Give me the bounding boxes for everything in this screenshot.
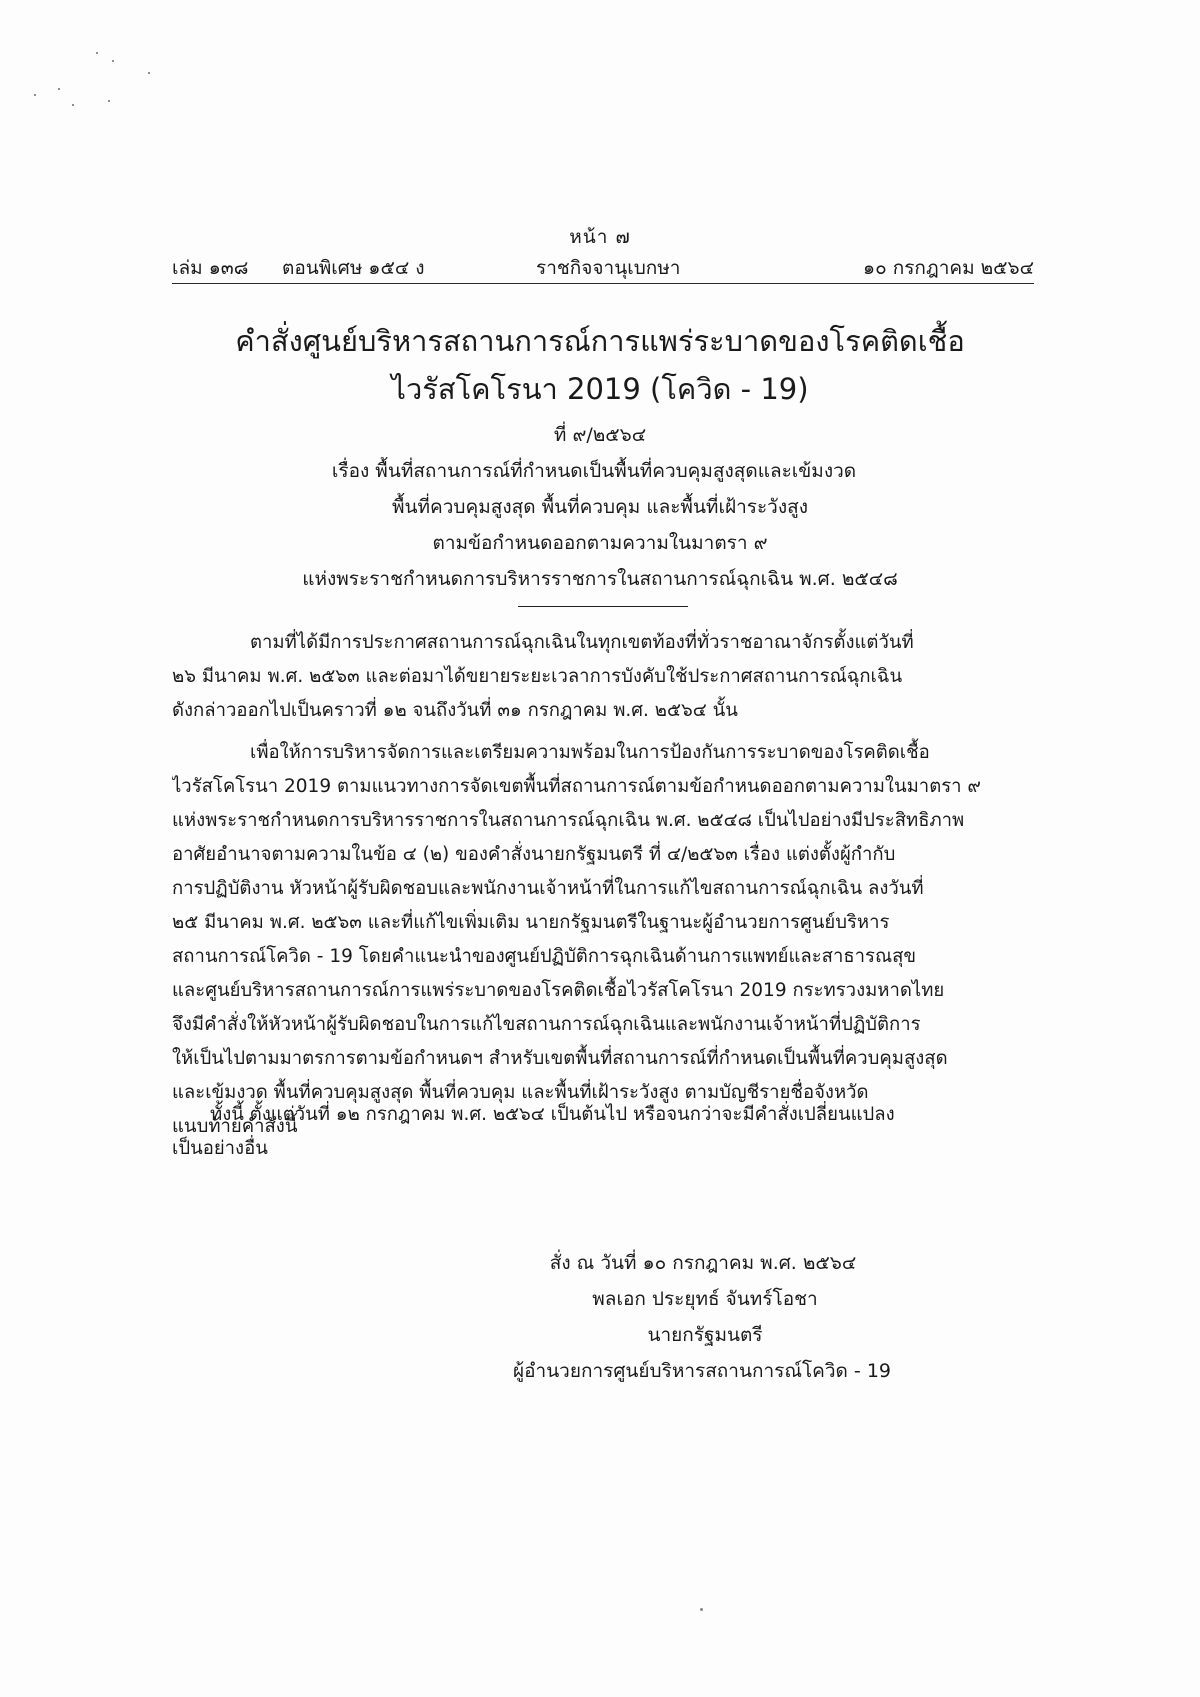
scan-speck	[34, 94, 36, 96]
paragraph-line: จึงมีคำสั่งให้หัวหน้าผู้รับผิดชอบในการแก้ไขสถานการณ์ฉุกเฉินและพนักงานเจ้าหน้าที่ปฏิบัติการ	[172, 1014, 921, 1035]
paragraph-line: การปฏิบัติงาน หัวหน้าผู้รับผิดชอบและพนักงานเจ้าหน้าที่ในการแก้ไขสถานการณ์ฉุกเฉิน ลงวันที่	[172, 878, 924, 899]
title-separator	[518, 606, 688, 607]
paragraph-line: ทั้งนี้ ตั้งแต่วันที่ ๑๒ กรกฎาคม พ.ศ. ๒๕๖๔ เป็นต้นไป หรือจนกว่าจะมีคำสั่งเปลี่ยนแปลง	[210, 1104, 895, 1125]
paragraph-line: ให้เป็นไปตามมาตรการตามข้อกำหนดฯ สำหรับเขตพื้นที่สถานการณ์ที่กำหนดเป็นพื้นที่ควบคุมสูงสุด	[172, 1048, 948, 1069]
paragraph-line: ๒๕ มีนาคม พ.ศ. ๒๕๖๓ และที่แก้ไขเพิ่มเติม นายกรัฐมนตรีในฐานะผู้อำนวยการศูนย์บริหาร	[172, 912, 890, 933]
paragraph-line: สถานการณ์โควิด - 19 โดยคำแนะนำของศูนย์ปฏิบัติการฉุกเฉินด้านการแพทย์และสาธารณสุข	[172, 946, 917, 967]
scan-speck	[112, 60, 114, 62]
paragraph-2	[172, 736, 1034, 1144]
subject-line: แห่งพระราชกำหนดการบริหารราชการในสถานการณ์ฉุกเฉิน พ.ศ. ๒๕๔๘	[302, 568, 898, 590]
signatory-name: พลเอก ประยุทธ์ จันทร์โอชา	[592, 1288, 818, 1310]
subject-line: เรื่อง พื้นที่สถานการณ์ที่กำหนดเป็นพื้นที่ควบคุมสูงสุดและเข้มงวด	[331, 460, 857, 482]
scan-speck	[148, 72, 150, 74]
paragraph-line: เพื่อให้การบริหารจัดการและเตรียมความพร้อมในการป้องกันการระบาดของโรคติดเชื้อ	[250, 742, 930, 763]
gazette-name: ราชกิจจานุเบกษา	[536, 257, 681, 279]
paragraph-line: อาศัยอำนาจตามความในข้อ ๔ (๒) ของคำสั่งนายกรัฐมนตรี ที่ ๔/๒๕๖๓ เรื่อง แต่งตั้งผู้กำกับ	[172, 844, 896, 865]
signatory-title: นายกรัฐมนตรี	[647, 1324, 763, 1346]
gazette-header	[172, 253, 1034, 284]
paragraph-1	[172, 626, 1034, 728]
signatory-role: ผู้อำนวยการศูนย์บริหารสถานการณ์โควิด - 19	[512, 1360, 892, 1382]
gazette-date: ๑๐ กรกฎาคม ๒๕๖๔	[863, 257, 1034, 279]
page-number: หน้า ๗	[569, 226, 631, 248]
paragraph-line: และเข้มงวด พื้นที่ควบคุมสูงสุด พื้นที่ควบคุม และพื้นที่เฝ้าระวังสูง ตามบัญชีรายชื่อจังหวัด	[172, 1082, 869, 1103]
order-title-line-2: ไวรัสโคโรนา 2019 (โควิด - 19)	[391, 372, 809, 406]
gazette-volume: เล่ม ๑๓๘	[172, 257, 249, 279]
paragraph-line: ไวรัสโคโรนา 2019 ตามแนวทางการจัดเขตพื้นที่สถานการณ์ตามข้อกำหนดออกตามความในมาตรา ๙	[172, 776, 981, 797]
paragraph-line: ตามที่ได้มีการประกาศสถานการณ์ฉุกเฉินในทุกเขตท้องที่ทั่วราชอาณาจักรตั้งแต่วันที่	[250, 632, 914, 653]
scan-speck	[700, 1608, 703, 1611]
subject-line: ตามข้อกำหนดออกตามความในมาตรา ๙	[432, 532, 768, 554]
paragraph-line: แนบท้ายคำสั่งนี้	[172, 1116, 298, 1137]
order-number: ที่ ๙/๒๕๖๔	[553, 424, 647, 446]
scan-speck	[108, 100, 110, 102]
scan-speck	[96, 52, 98, 54]
signature-date: สั่ง ณ วันที่ ๑๐ กรกฎาคม พ.ศ. ๒๕๖๔	[549, 1252, 857, 1274]
paragraph-line: ๒๖ มีนาคม พ.ศ. ๒๕๖๓ และต่อมาได้ขยายระยะเวลาการบังคับใช้ประกาศสถานการณ์ฉุกเฉิน	[172, 666, 903, 687]
paragraph-line: เป็นอย่างอื่น	[172, 1138, 268, 1159]
scan-speck	[72, 104, 74, 106]
subject-line: พื้นที่ควบคุมสูงสุด พื้นที่ควบคุม และพื้นที่เฝ้าระวังสูง	[392, 496, 808, 518]
scan-speck	[58, 88, 60, 90]
gazette-issue: ตอนพิเศษ ๑๕๔ ง	[282, 257, 425, 279]
paragraph-line: ดังกล่าวออกไปเป็นคราวที่ ๑๒ จนถึงวันที่ ๓๑ กรกฎาคม พ.ศ. ๒๕๖๔ นั้น	[172, 700, 738, 721]
paragraph-3	[172, 1098, 1034, 1166]
paragraph-line: แห่งพระราชกำหนดการบริหารราชการในสถานการณ์ฉุกเฉิน พ.ศ. ๒๕๔๘ เป็นไปอย่างมีประสิทธิภาพ	[172, 810, 965, 831]
order-title-line-1: คำสั่งศูนย์บริหารสถานการณ์การแพร่ระบาดของโรคติดเชื้อ	[235, 324, 965, 358]
paragraph-line: และศูนย์บริหารสถานการณ์การแพร่ระบาดของโรคติดเชื้อไวรัสโคโรนา 2019 กระทรวงมหาดไทย	[172, 980, 945, 1001]
